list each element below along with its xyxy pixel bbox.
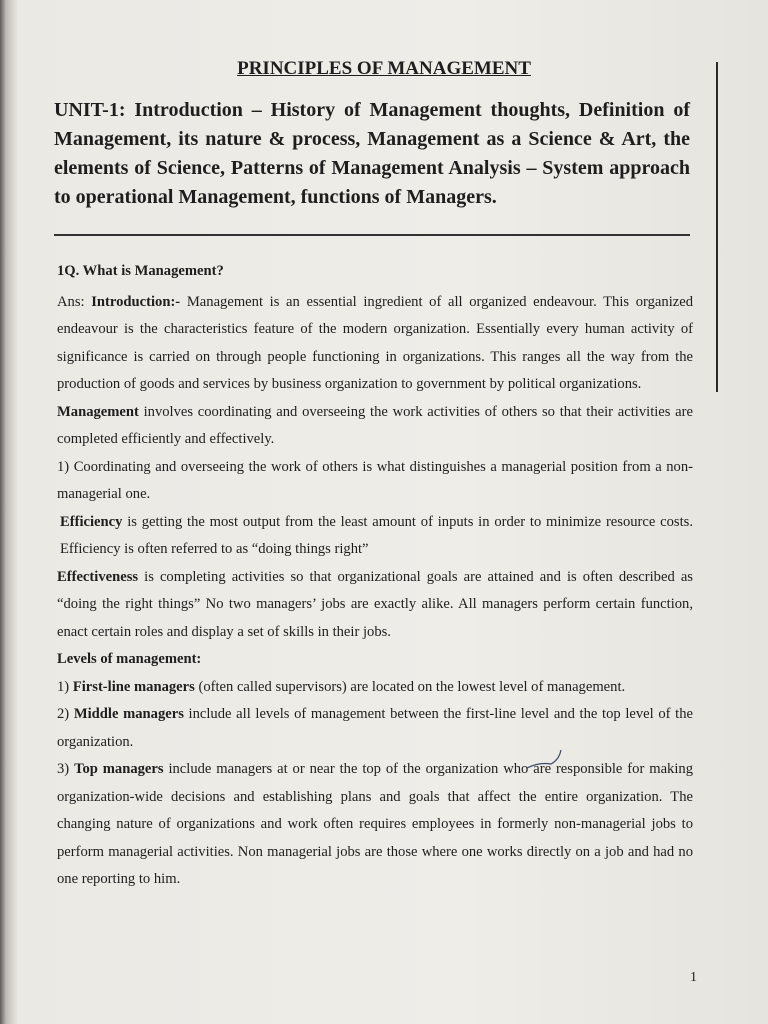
efficiency-paragraph: Efficiency is getting the most output from the least amount of inputs in order to minimize resource costs. Efficiency is often referred to as “doing things right” <box>60 513 693 557</box>
level-1-item: 1) First-line managers (often called supervisors) are located on the lowest level of management. <box>57 678 626 695</box>
page-number: 1 <box>690 970 697 985</box>
heading-divider <box>54 234 690 236</box>
pen-mark-icon <box>525 748 565 774</box>
question-heading: 1Q. What is Management? <box>57 263 224 279</box>
level-3-item: 3) Top managers include managers at or near the top of the organization who are responsible for making organization-wide decisions and establishing plans and goals that affect the entire organization. The changing nature of organizations and work often requires employees in formerly non-managerial jobs to perform managerial activities. Non managerial jobs are those where one works directly on a job and had no one reporting to him. <box>57 761 693 887</box>
margin-rule <box>716 62 718 392</box>
effectiveness-paragraph: Effectiveness is completing activities so that organizational goals are attained and is often described as “doing the right things” No two managers’ jobs are exactly alike. All managers perform certain function, enact certain roles and display a set of skills in their jobs. <box>57 568 693 640</box>
document-title: PRINCIPLES OF MANAGEMENT <box>237 58 531 79</box>
intro-paragraph: Ans: Introduction:- Management is an essential ingredient of all organized endeavour. This organized endeavour is the characteristics feature of the modern organization. Essentially every human activity of significance is carried on through people functioning in organizations. This ranges all the way from the production of goods and services by business organization to government by political organizations. <box>57 293 694 392</box>
document-body <box>57 258 693 894</box>
management-paragraph: Management involves coordinating and overseeing the work activities of others so that their activities are completed efficiently and effectively. <box>57 403 693 447</box>
unit-heading: UNIT-1: Introduction – History of Management thoughts, Definition of Management, its nature & process, Management as a Science & Art, the elements of Science, Patterns of Management Analysis – System approach to operational Management, functions of Managers. <box>54 99 690 208</box>
levels-heading: Levels of management: <box>57 651 202 667</box>
point-1-paragraph: 1) Coordinating and overseeing the work of others is what distinguishes a managerial position from a non-managerial one. <box>57 458 693 502</box>
level-2-item: 2) Middle managers include all levels of management between the first-line level and the top level of the organization. <box>57 706 694 750</box>
